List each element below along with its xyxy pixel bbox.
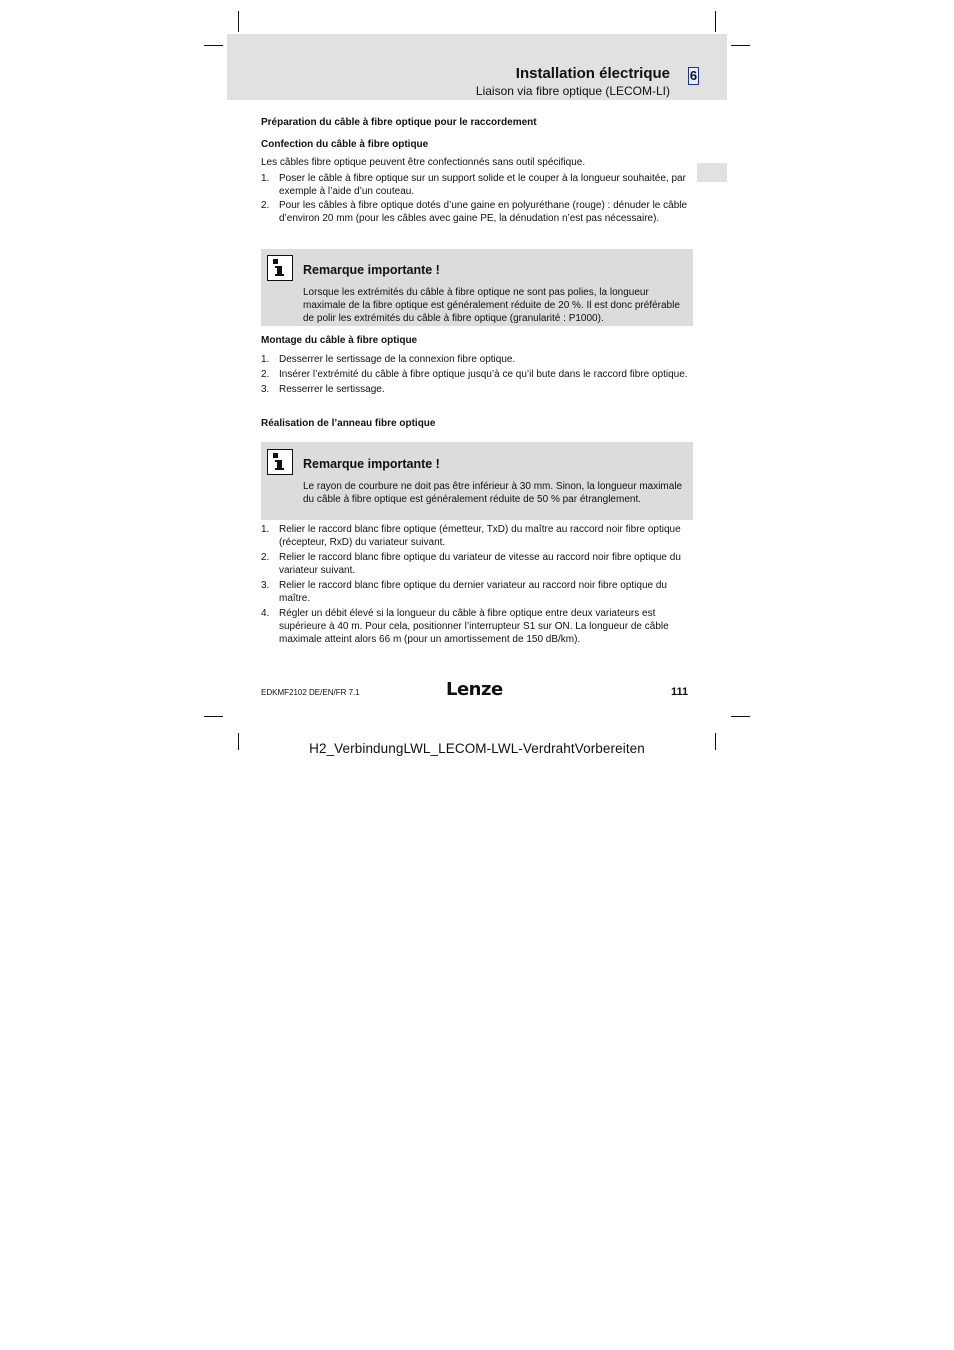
list-item [261,199,693,225]
info-icon [267,449,293,475]
side-thumb-tab [697,163,727,182]
intro-paragraph: Les câbles fibre optique peuvent être confectionnés sans outil spécifique. [261,157,586,168]
step-number: 3. [261,384,270,395]
step-text: Pour les câbles à fibre optique dotés d’une gaine en polyuréthane (rouge) : dénuder le câble d’environ 20 mm (pour les câbles avec gaine PE, la dénudation n’est pas nécessaire). [279,200,688,224]
list-item [261,579,693,605]
crop-mark-bottom-right-h [731,716,750,717]
lenze-logo: Lenze [446,679,503,700]
important-note-box [261,249,693,326]
step-number: 1. [261,354,270,365]
step-number: 1. [261,173,270,184]
step-text: Relier le raccord blanc fibre optique du variateur de vitesse au raccord noir fibre optique du variateur suivant. [279,552,681,576]
list-item [261,523,693,549]
subsection-heading-confection: Confection du câble à fibre optique [261,139,429,150]
note-title: Remarque importante ! [303,457,440,471]
chapter-number-badge: 6 [689,68,698,83]
confection-steps-list [261,172,693,225]
note-text: Le rayon de courbure ne doit pas être inférieur à 30 mm. Sinon, la longueur maximale du câble à fibre optique est généralement réduite de 50 % par étranglement. [303,481,683,505]
note-title: Remarque importante ! [303,263,440,277]
crop-mark-top-right-v [715,11,716,32]
note-text: Lorsque les extrémités du câble à fibre optique ne sont pas polies, la longueur maximale de la fibre optique est généralement réduite de 20 %. Il est donc préférable de polir les extrémités du câble à fibre optique (granularité : P1000). [303,287,680,324]
anneau-steps-list [261,523,693,646]
step-text: Insérer l’extrémité du câble à fibre optique jusqu’à ce qu’il bute dans le raccord fibre optique. [279,369,688,380]
list-item [261,607,693,646]
step-text: Desserrer le sertissage de la connexion fibre optique. [279,354,516,365]
file-label: H2_VerbindungLWL_LECOM-LWL-VerdrahtVorbereiten [309,741,645,756]
montage-steps-list [261,353,693,396]
step-text: Régler un débit élevé si la longueur du câble à fibre optique entre deux variateurs est supérieure à 40 m. Pour cela, positionner l’interrupteur S1 sur ON. La longueur de câble maximale atteint alors 66 m (pour un amortissement de 150 dB/km). [279,608,669,645]
step-number: 4. [261,608,270,619]
list-item [261,353,693,366]
crop-mark-top-left-v [238,11,239,32]
step-text: Relier le raccord blanc fibre optique (émetteur, TxD) du maître au raccord noir fibre optique (récepteur, RxD) du variateur suivant. [279,524,681,548]
step-number: 2. [261,369,270,380]
step-text: Resserrer le sertissage. [279,384,385,395]
step-number: 2. [261,200,270,211]
crop-mark-bottom-left-h [204,716,223,717]
page-number: 111 [671,686,689,698]
list-item [261,172,693,198]
list-item [261,383,693,396]
crop-mark-top-right-h [731,45,750,46]
subsection-heading-anneau: Réalisation de l’anneau fibre optique [261,418,436,429]
step-text: Poser le câble à fibre optique sur un support solide et le couper à la longueur souhaitée, par exemple à l’aide d’un couteau. [279,173,686,197]
chapter-subtitle: Liaison via fibre optique (LECOM-LI) [475,84,670,98]
step-text: Relier le raccord blanc fibre optique du dernier variateur au raccord noir fibre optique du maître. [279,580,667,604]
step-number: 1. [261,524,270,535]
important-note-box [261,442,693,520]
list-item [261,551,693,577]
document-code: EDKMF2102 DE/EN/FR 7.1 [261,688,360,697]
subsection-heading-montage: Montage du câble à fibre optique [261,335,418,346]
section-heading: Préparation du câble à fibre optique pour le raccordement [261,117,537,128]
crop-mark-top-left-h [204,45,223,46]
step-number: 3. [261,580,270,591]
list-item [261,368,693,381]
chapter-title: Installation électrique [515,65,670,82]
info-icon [267,255,293,281]
step-number: 2. [261,552,270,563]
